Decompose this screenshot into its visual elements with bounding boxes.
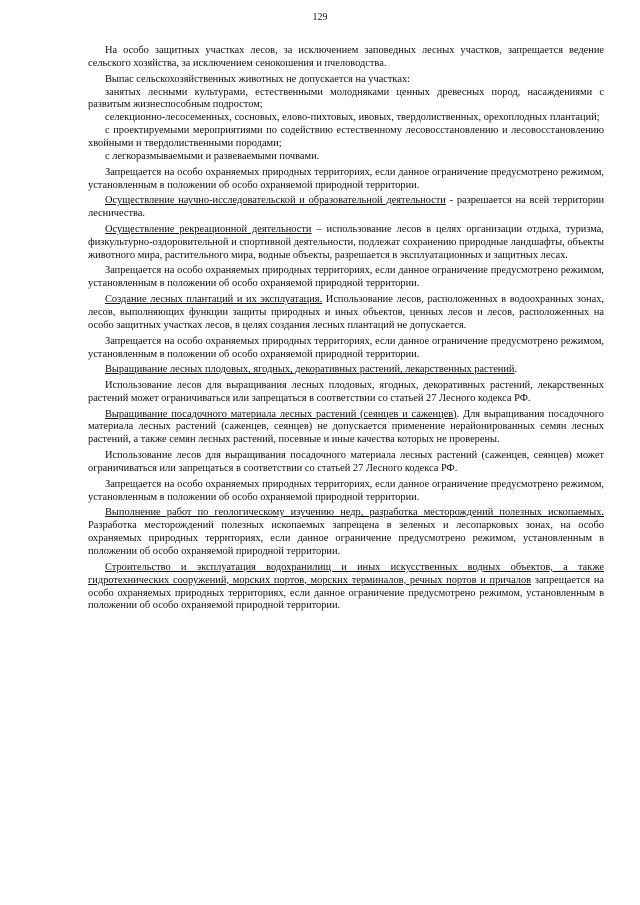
- paragraph: [88, 224, 604, 263]
- paragraph-text: запрещается на особо охраняемых природных территориях, если данное ограничение предусмотрено режимом, установленным в положении об особо охраняемой природной территории.: [88, 574, 604, 612]
- paragraph: [88, 562, 604, 614]
- paragraph: [88, 336, 604, 362]
- paragraph-text: селекционно-лесосеменных, сосновых, елово-пихтовых, ивовых, твердолиственных, орехоплодных плантаций;: [105, 112, 600, 124]
- paragraph: [88, 450, 604, 476]
- underlined-lead: Осуществление научно-исследовательской и образовательной деятельности: [105, 195, 446, 207]
- paragraph-text: Использование лесов для выращивания лесных плодовых, ягодных, декоративных растений, лекарственных растений может ограничиваться или запрещаться в соответствии со статьей 27 Лесного кодекса РФ.: [88, 379, 604, 404]
- paragraph: [88, 380, 604, 406]
- paragraph: [88, 87, 604, 113]
- underlined-lead: Создание лесных плантаций и их эксплуатация.: [105, 294, 323, 306]
- paragraph: [88, 294, 604, 333]
- underlined-lead: Выращивание лесных плодовых, ягодных, декоративных растений, лекарственных растений: [105, 364, 515, 376]
- paragraph: [88, 265, 604, 291]
- document-body: [88, 45, 604, 616]
- paragraph: [88, 167, 604, 193]
- page-number: 129: [312, 12, 328, 23]
- paragraph-text: Запрещается на особо охраняемых природных территориях, если данное ограничение предусмотрено режимом, установленным в положении об особо охраняемой природной территории.: [88, 478, 604, 503]
- underlined-lead: Строительство и эксплуатация водохранилищ и иных искусственных водных объектов, а также гидротехнических сооружений, морских портов, морских терминалов, речных портов и причалов: [88, 561, 604, 586]
- paragraph: [88, 45, 604, 71]
- paragraph: [88, 125, 604, 151]
- paragraph-text: с проектируемыми мероприятиями по содействию естественному лесовосстановлению и лесовосстановлению хвойными и твердолиственными породами;: [88, 125, 604, 150]
- paragraph-text: Запрещается на особо охраняемых природных территориях, если данное ограничение предусмотрено режимом, установленным в положении об особо охраняемой природной территории.: [88, 335, 604, 360]
- paragraph-text: На особо защитных участках лесов, за исключением заповедных лесных участков, запрещается ведение сельского хозяйства, за исключением сенокошения и пчеловодства.: [88, 45, 604, 69]
- underlined-lead: Выполнение работ по геологическому изучению недр, разработка месторождений полезных ископаемых.: [105, 507, 604, 519]
- paragraph-text: Запрещается на особо охраняемых природных территориях, если данное ограничение предусмотрено режимом, установленным в положении об особо охраняемой природной территории.: [88, 166, 604, 191]
- paragraph-text: с легкоразмываемыми и развеваемыми почвами.: [105, 151, 320, 163]
- paragraph: [88, 74, 604, 87]
- underlined-lead: Осуществление рекреационной деятельности: [105, 223, 312, 235]
- paragraph: [88, 409, 604, 448]
- paragraph: [88, 151, 604, 164]
- paragraph: [88, 507, 604, 559]
- paragraph-text: – использование лесов в целях организации отдыха, туризма, физкультурно-оздоровительной и спортивной деятельности, подлежат сохранению природные ландшафты, объекты животного мира, растительного мира, водные объекты, разрешается в эксплуатационных и защитных лесах.: [88, 223, 604, 261]
- paragraph-text: Запрещается на особо охраняемых природных территориях, если данное ограничение предусмотрено режимом, установленным в положении об особо охраняемой природной территории.: [88, 265, 604, 290]
- paragraph-text: .: [514, 364, 518, 376]
- paragraph-text: - разрешается на всей территории лесничества.: [88, 195, 605, 220]
- paragraph-text: Использование лесов для выращивания посадочного материала лесных растений (саженцев, сеянцев) может ограничиваться или запрещаться в соответствии со статьей 27 Лесного кодекса РФ.: [88, 450, 604, 474]
- paragraph: [88, 195, 604, 221]
- paragraph: [88, 112, 604, 125]
- paragraph-text: . Для выращивания посадочного материала лесных растений (саженцев, сеянцев) не допускается применение нерайонированных семян лесных растений, а также семян лесных растений, посевные и иные качества которых не проверены.: [88, 408, 604, 446]
- paragraph: [88, 479, 604, 505]
- paragraph-text: занятых лесными культурами, естественными молодняками ценных древесных пород, насаждениями с развитым жизнеспособным подростом;: [88, 86, 604, 111]
- paragraph-text: Разработка месторождений полезных ископаемых запрещена в зеленых и лесопарковых зонах, на особо охраняемых природных территориях, если данное ограничение предусмотрено режимом, установленным в положении об особо охраняемой природной территории.: [88, 520, 604, 557]
- paragraph-text: Выпас сельскохозяйственных животных не допускается на участках:: [105, 73, 411, 85]
- paragraph-text: Использование лесов, расположенных в водоохранных зонах, лесов, выполняющих функции защиты природных и иных объектов, ценных лесов и лесов, расположенных на особо защитных участках лесов, в целях создания лесных плантаций не допускается.: [88, 294, 604, 331]
- underlined-lead: Выращивание посадочного материала лесных растений (сеянцев и саженцев): [105, 408, 457, 420]
- paragraph: [88, 364, 604, 377]
